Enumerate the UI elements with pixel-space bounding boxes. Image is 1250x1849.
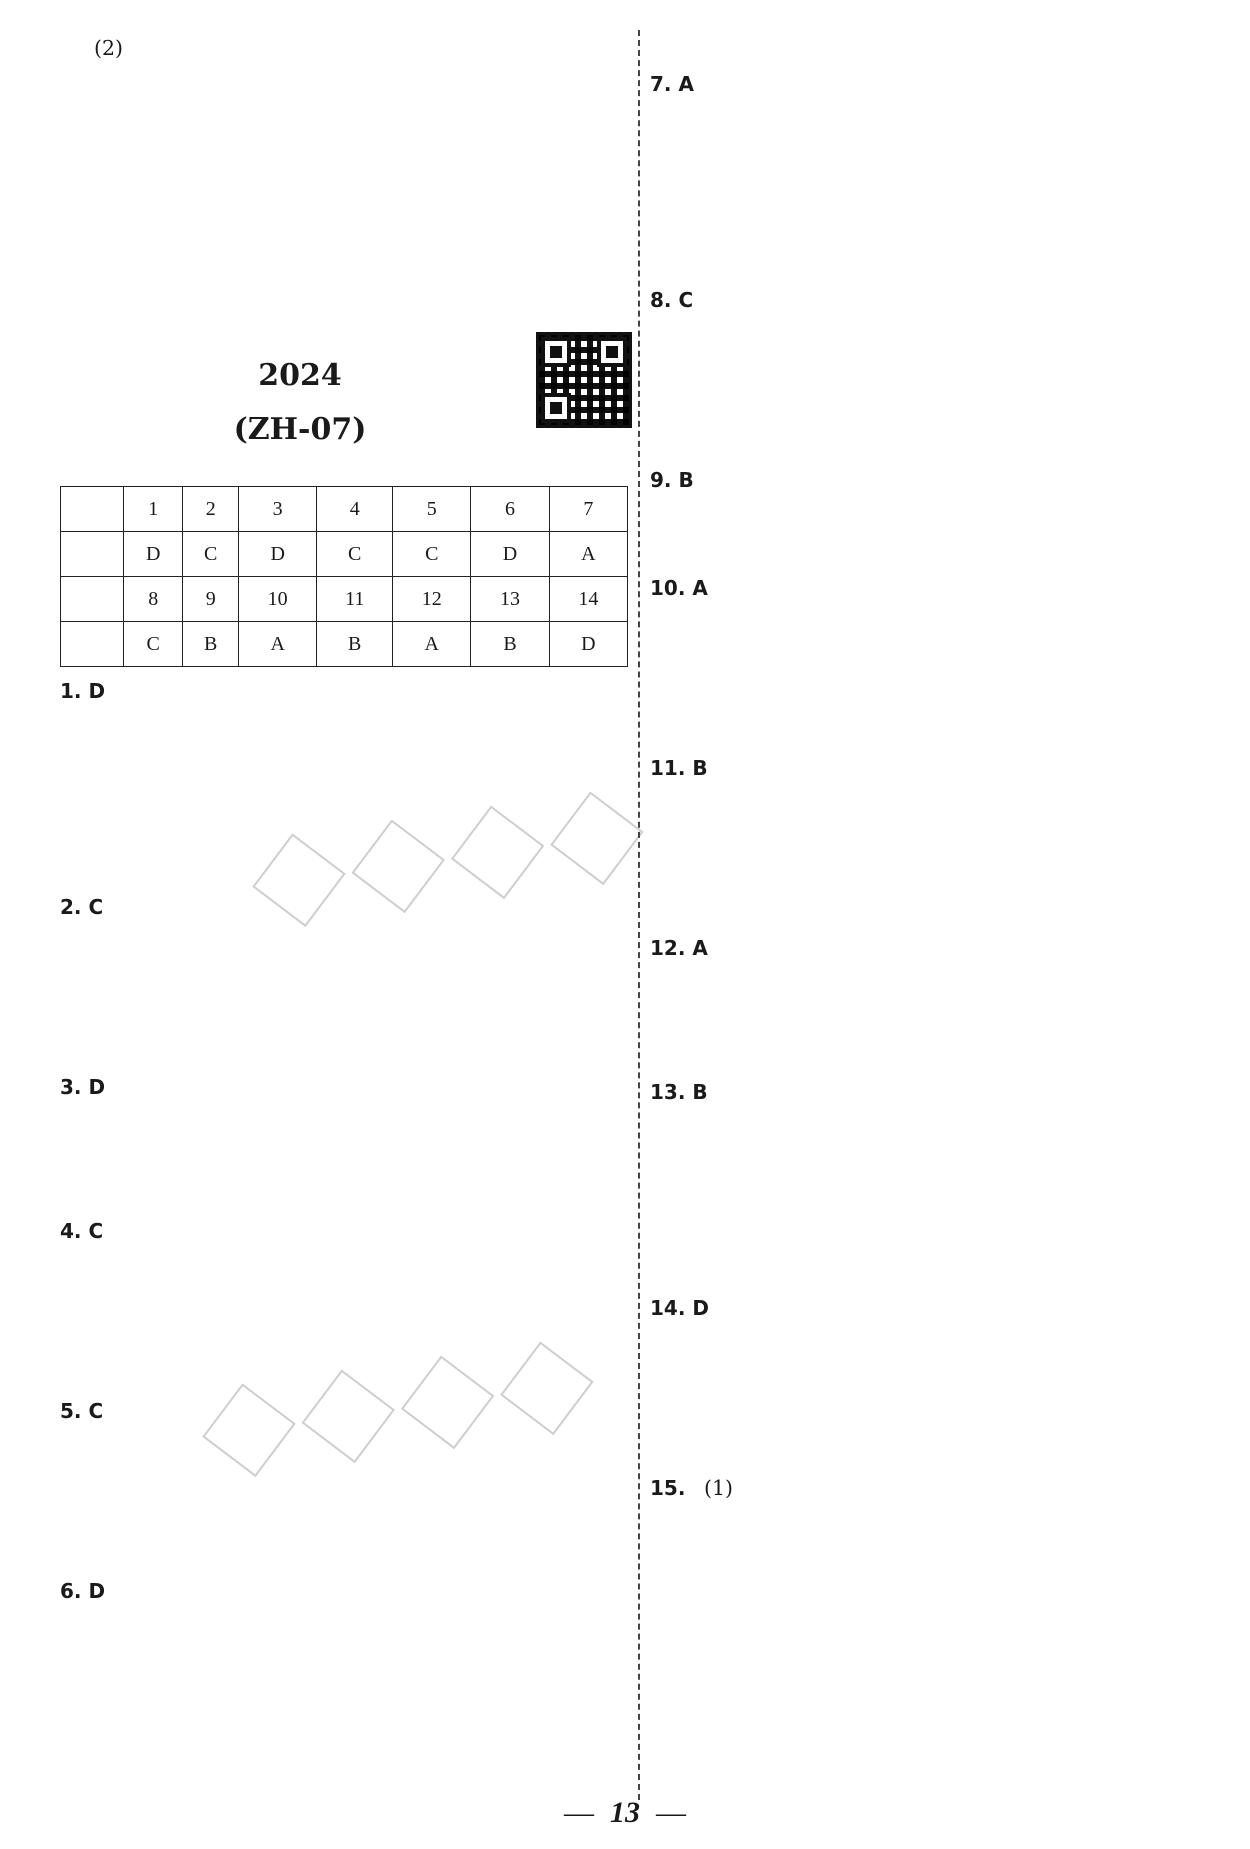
- answer-explanation-item: [650, 750, 1222, 930]
- item-text-line: [708, 750, 1222, 786]
- item-text-line: [704, 354, 1222, 390]
- item-body: [114, 1573, 628, 1717]
- item-text-line: [704, 462, 1222, 498]
- item-text-line: [704, 174, 1222, 210]
- question-number-cell: 10: [239, 577, 317, 622]
- answer-cell: C: [317, 532, 393, 577]
- item-number: 4. C: [60, 1219, 104, 1243]
- question-number-cell: 7: [549, 487, 627, 532]
- question-number-cell: 4: [317, 487, 393, 532]
- item-text-line: [709, 1434, 1222, 1470]
- item-text-line: [704, 426, 1222, 462]
- item-text-line: [114, 1069, 628, 1105]
- answer-cell: A: [393, 622, 471, 667]
- question-number-cell: 5: [393, 487, 471, 532]
- answer-cell: C: [393, 532, 471, 577]
- item-text-line: [708, 930, 1222, 966]
- question-number-cell: 2: [183, 487, 239, 532]
- item-body: [704, 1470, 1222, 1506]
- answer-explanation-item: [650, 1074, 1222, 1290]
- item-text-line: [708, 714, 1222, 750]
- item-number: 14. D: [650, 1296, 709, 1320]
- item-body: [708, 930, 1222, 1074]
- qr-code-icon[interactable]: [536, 332, 632, 428]
- item-text-line: [704, 498, 1222, 534]
- item-number: 7. A: [650, 72, 694, 96]
- item-text-line: [704, 390, 1222, 426]
- answer-cell: D: [549, 622, 627, 667]
- answer-cell: D: [124, 532, 183, 577]
- watermark-logo: ◆◆◆◆: [192, 1302, 609, 1497]
- answer-explanation-item: [650, 1470, 1222, 1506]
- item-text-line: [709, 1326, 1222, 1362]
- item-text-line: (1): [704, 1476, 734, 1500]
- question-number-cell: 14: [549, 577, 627, 622]
- item-text-line: [708, 1038, 1222, 1074]
- answer-cell: B: [183, 622, 239, 667]
- answer-cell: C: [183, 532, 239, 577]
- answer-cell: B: [317, 622, 393, 667]
- item-text-line: [704, 534, 1222, 570]
- item-body: [704, 282, 1222, 462]
- intro-line: [60, 66, 628, 102]
- question-number-cell: 13: [471, 577, 549, 622]
- answer-table: [60, 486, 628, 667]
- item-number: 9. B: [650, 468, 694, 492]
- item-text-line: [708, 1218, 1222, 1254]
- item-text-line: [704, 210, 1222, 246]
- item-number: 10. A: [650, 576, 708, 600]
- answer-cell: D: [239, 532, 317, 577]
- question-number-cell: 1: [124, 487, 183, 532]
- item-body: [704, 66, 1222, 282]
- right-answer-list: [650, 66, 1222, 1506]
- item-text-line: [708, 678, 1222, 714]
- item-text-line: [709, 1398, 1222, 1434]
- item-text-line: [114, 1213, 628, 1249]
- column-divider: [638, 30, 640, 1800]
- item-text-line: [704, 66, 1222, 102]
- item-text-line: [708, 642, 1222, 678]
- intro-paragraph: [60, 30, 628, 318]
- answer-cell: D: [471, 532, 549, 577]
- qr-caption: [538, 428, 630, 448]
- item-body: [708, 570, 1222, 750]
- item-text-line: [708, 1074, 1222, 1110]
- intro-line: [60, 138, 628, 174]
- item-number: 1. D: [60, 679, 106, 703]
- exam-title-block: [60, 328, 628, 478]
- item-text-line: [114, 1033, 628, 1069]
- item-body: [709, 1290, 1222, 1470]
- answer-cell: C: [124, 622, 183, 667]
- answer-explanation-item: [650, 930, 1222, 1074]
- item-text-line: [708, 786, 1222, 822]
- question-number-cell: 11: [317, 577, 393, 622]
- item-number: 12. A: [650, 936, 708, 960]
- item-text-line: [708, 894, 1222, 930]
- intro-line: (2): [94, 36, 124, 60]
- item-number: 3. D: [60, 1075, 106, 1099]
- item-text-line: [704, 102, 1222, 138]
- item-text-line: [114, 1105, 628, 1141]
- answer-row-1: [61, 532, 628, 577]
- question-row-2: [61, 577, 628, 622]
- item-number: 13. B: [650, 1080, 708, 1104]
- item-text-line: [708, 570, 1222, 606]
- page-footer: — 13 —: [564, 1796, 686, 1829]
- page-number: 13: [610, 1796, 640, 1829]
- item-text-line: [114, 1573, 628, 1609]
- item-text-line: [704, 138, 1222, 174]
- item-text-line: [708, 1110, 1222, 1146]
- item-text-line: [708, 858, 1222, 894]
- item-text-line: [708, 1254, 1222, 1290]
- answer-cell: A: [239, 622, 317, 667]
- item-text-line: [114, 1681, 628, 1717]
- row-header: [61, 622, 124, 667]
- item-text-line: [114, 1609, 628, 1645]
- item-text-line: [708, 606, 1222, 642]
- item-text-line: [114, 1141, 628, 1177]
- exam-title-line-1: 2024: [258, 358, 342, 393]
- item-text-line: [709, 1290, 1222, 1326]
- item-text-line: [704, 246, 1222, 282]
- item-body: [114, 1069, 628, 1213]
- question-number-cell: 6: [471, 487, 549, 532]
- intro-line: [60, 210, 628, 246]
- item-text-line: [114, 1645, 628, 1681]
- row-header: [61, 487, 124, 532]
- intro-line: [60, 282, 628, 318]
- item-text-line: [114, 961, 628, 997]
- item-text-line: [708, 822, 1222, 858]
- question-number-cell: 9: [183, 577, 239, 622]
- item-text-line: [708, 1002, 1222, 1038]
- item-text-line: [708, 1146, 1222, 1182]
- question-number-cell: 8: [124, 577, 183, 622]
- item-number: 8. C: [650, 288, 694, 312]
- answer-explanation-item: [650, 570, 1222, 750]
- item-number: 6. D: [60, 1579, 106, 1603]
- item-number: 11. B: [650, 756, 708, 780]
- answer-explanation-item: [60, 1573, 628, 1717]
- right-column: [650, 30, 1222, 1506]
- answer-cell: A: [549, 532, 627, 577]
- item-text-line: [704, 318, 1222, 354]
- row-header: [61, 577, 124, 622]
- question-number-cell: 12: [393, 577, 471, 622]
- item-text-line: [708, 1182, 1222, 1218]
- question-row-1: [61, 487, 628, 532]
- item-number: 2. C: [60, 895, 104, 919]
- answer-explanation-item: [650, 1290, 1222, 1470]
- item-text-line: [114, 709, 628, 745]
- question-number-cell: 3: [239, 487, 317, 532]
- item-text-line: [114, 1177, 628, 1213]
- answer-row-2: [61, 622, 628, 667]
- item-number: 15.: [650, 1476, 686, 1500]
- item-text-line: [114, 1501, 628, 1537]
- item-body: [708, 750, 1222, 930]
- item-text-line: [708, 966, 1222, 1002]
- item-body: [704, 462, 1222, 570]
- exam-title-line-2: (ZH-07): [233, 412, 367, 447]
- item-text-line: [704, 282, 1222, 318]
- carry-over-line: [650, 30, 1222, 66]
- intro-line: [60, 174, 628, 210]
- answer-cell: B: [471, 622, 549, 667]
- answer-explanation-item: [650, 462, 1222, 570]
- watermark-logo: ◆◆◆◆: [242, 752, 659, 947]
- intro-line: [60, 246, 628, 282]
- item-text-line: [114, 1537, 628, 1573]
- intro-line: [60, 102, 628, 138]
- item-number: 5. C: [60, 1399, 104, 1423]
- answer-explanation-item: [60, 1069, 628, 1213]
- answer-explanation-item: [650, 282, 1222, 462]
- item-text-line: [709, 1362, 1222, 1398]
- item-text-line: [114, 997, 628, 1033]
- item-text-line: [114, 1249, 628, 1285]
- item-text-line: [114, 673, 628, 709]
- answer-explanation-item: [650, 66, 1222, 282]
- item-body: [708, 1074, 1222, 1290]
- row-header: [61, 532, 124, 577]
